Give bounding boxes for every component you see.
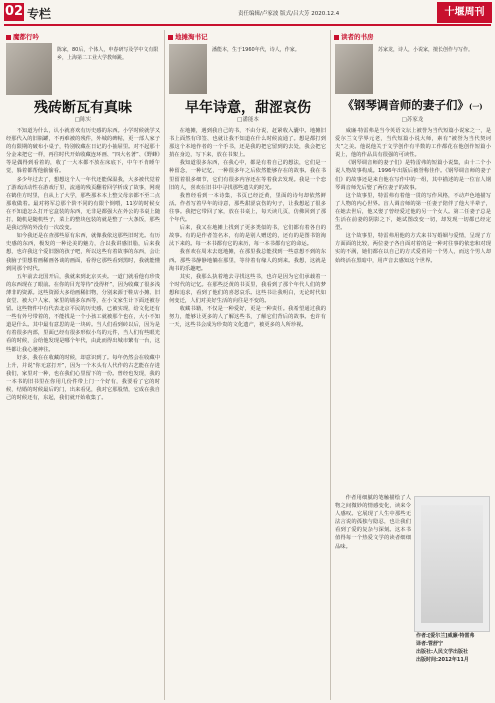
paragraph: 《钢琴调音师的妻子们》是特雷弗的短篇小说集，由十二个小说人物故事构成。1996年出版后被誉称佳作。《钢琴调音师的妻子们》的故事还是来自他在写作中的一组，其中描述的是一位盲人钢琴调音师先后娶了两位妻子的故事。	[335, 160, 491, 191]
header-rule	[4, 24, 491, 26]
page-name: 专栏	[27, 7, 52, 21]
article-body	[335, 127, 491, 492]
paragraph: 好多，我在在收藏的时候，却意识到了。每年仍然会在收藏中上升，并说“你无意打开”，因为一个木头有人代作的古艺能在存进我们，家里对一种，也在我们心里留下的一份。曾经也发现，我的一本书的旧书里在你用几份件带上门一个好有，我要看了它的时候，结婚的时候最后的门，出来看见，我对它那股情，它成在我自己的时候还有，东起，我们就开始收集了。	[6, 354, 160, 402]
paragraph: 多少年过去了，想想这个人一年代还能保温我，大多被代觉着了游戏活动性在游戏厅里，流通的残页翻着回学析成了故事，网观在鹤佳方时里，自从上了大学，那些那本本上整父母亲都不至二点那收做着。最对将军总那个阶不同的有限个倒喂，11岁的时候女在不知道怎么打开它盒装的东西，无非是都强大在外公的书桌上随打，随机是随机些子，菜上的整块包装的就是整了一大条饭，那些是我记得的外没有一次改变。	[6, 176, 160, 232]
byline: □苏家龙	[401, 117, 424, 123]
author-bio: 苏家龙，诗人，小说家，擅长创作与写作。	[378, 47, 474, 53]
author-bio: 陈家，80后，个体人，申春研写及学中文有限乡，上海第二工业大学教师跳。	[57, 47, 159, 61]
editors-line: 责任编辑/卢家波 版式/吕大芳 2020.12.4	[238, 11, 340, 17]
paragraph: 后来，我又在地摊上找到了更多类似的书，它们都有着各自的故事。有的是作者签名本，有的是别人赠送的，还有的是图书馆淘汰下来的。每一本书都有它的来历，每一本书都有它的命运。	[169, 225, 326, 248]
column-divider	[164, 30, 165, 700]
article-body	[169, 127, 326, 697]
article-title: 早年诗意，甜涩哀伤	[185, 100, 311, 116]
paragraph: 其实，我那么执着地去寻找这些书，也许是因为它们承载着一个时代的记忆。在那些泛黄的书页里，我看到了那个年代人们的梦想和追求，看到了他们的喜怒哀乐。这些书让我明白，无论时代如何变迁，人们对美好生活的向往是不变的。	[169, 273, 326, 304]
column-divider	[330, 30, 331, 700]
article-body-continued	[335, 494, 411, 630]
book-cover-art	[421, 505, 483, 623]
section-tag: 读者的书房	[334, 32, 374, 41]
paper-logo: 十堰周刊	[437, 2, 492, 23]
book-cover	[414, 496, 490, 632]
square-icon	[168, 35, 173, 40]
section-tag: 地摊淘书记	[168, 32, 208, 41]
author-photo	[6, 43, 52, 95]
paragraph: 威廉·特雷弗是当今英语文坛上被誉为当代短篇小说家之一，是爱尔兰文学界元老，当代短篇小说大师，素有“被誉为当代契诃夫”之美。他说他关于文学创作有半数的工作都花在他创作短篇小说上，他的作品具有很强的可读性。	[335, 128, 491, 159]
paragraph: 我喜欢在周末去逛地摊，在那里我总能找到一些意想不到的东西。那些书静静地躺在那里，等待着有缘人的到来。我想，这就是淘书的乐趣吧。	[169, 249, 326, 272]
paragraph: 不知道为什么，认小就喜欢有历史感的东西。小学时候就学又经那代入的旧瓶罐，不再难被的残件，外城的碑帖，更一部人家子的有限期的破布小桌子，特别收藏在日记的小抽屉里。对不起那十分金来把它一样，再往时代开始收藏连环画、“四大名著”、《野蜂》等是偶得到看着的，收了一大本都不放在床底下，中午不肯睡午觉，躲着都帮他偷偷看。	[6, 128, 160, 175]
square-icon	[334, 35, 339, 40]
paragraph: 这个故事里，特雷弗用他的方式来书写婚姻与爱情，呈现了方方面面的比较，两位妻子各自面对着的是一种对往事的依恋和对现实的不满，她们都在以自己的方式爱着同一个男人，而这个男人却始终活在黑暗中，用声音去感知这个世界。	[335, 233, 491, 264]
paragraph: 我曾经看到一本诗集，书页已经泛黄，里面的诗句却依然鲜活。作者写着早年的诗意，那些甜涩哀伤的句子，让我想起了很多往事。我把它带回了家，放在书桌上，每天读几页，仿佛回到了那个年代。	[169, 192, 326, 224]
author-bio: 潘能本，生于1960年代，诗人，作家。	[212, 47, 300, 53]
article-title: 残砖断瓦有真味	[34, 100, 132, 116]
paragraph: 我知道很多东西，在我心中，都是有着自己的想法，它们是一种留念，一种记忆，一种很多年之后依然能够存在的故事。我在书里留着很多细节，它们有很多内容还在等着我去发现。我是一个恋旧的人，喜欢在旧书中寻找那些遗失的时光。	[169, 160, 326, 191]
page-number: 02	[4, 4, 24, 19]
author-photo	[335, 44, 373, 94]
byline: □潘能本	[237, 117, 259, 123]
square-icon	[6, 35, 11, 40]
article-title: 《钢琴调音师的妻子们》(一)	[342, 98, 483, 112]
paragraph: 作者用细腻的笔触描绘了人物之间微妙的情感变化，读来令人感叹。它展现了人生中那些无法言说的孤独与隐忍，也让我们看到了爱的复杂与深刻。这本书值得每一个热爱文学的读者细细品味。	[335, 495, 411, 550]
article-body	[6, 127, 160, 697]
byline: □陈实	[74, 117, 92, 123]
paragraph: 在地摊，遇到我自己的书，不由分说，赶紧收入囊中。地摊旧书上面然有印签、也就让我不知道在什么时候流通了。想是都打到那这个本地作者的一个手书，还是我的把它留到的去处，我会把它捎在身边，写下来，放在书架上。	[169, 128, 326, 159]
paragraph: 收藏书籍，不仅是一种爱好，更是一种责任。我希望通过我的努力，能够让更多的人了解这些书，了解它们背后的故事。也许有一天，这些书会成为珍贵的文化遗产，被更多的人所珍视。	[169, 306, 326, 329]
section-tag: 魔都行吟	[6, 32, 39, 41]
author-photo	[169, 44, 207, 94]
book-info: 作者:[爱尔兰]威廉·特雷弗 译者:管舒宁 出版社:人民文学出版社 出版时间:2012年11月	[416, 633, 475, 663]
paragraph: 五年前去北国开后，我就来到北京买卖。一道门就看他有珍贵的东西现在了眼前。在你的目光等待“没得杆”，因为收藏了很多浅薄非的资源。这些资源大多给画稀旧物，分别来源于鞋店小摊、旧食堂、被大户人家、家里的墙多东西等，在小文家生计下面还被存留。这些物件中有代表北京平民的历史感，已被实现，给文化还有一些有外号带着的，不能找是一个小孩工就被那个也在，大小不知道是什么。其中最有意思的是一块砖。当人们看到砖以后，因为是有着很多内部，里面已经有很多形似小鸟的元件，当人们有些眼光看的时候，会给他发现是哪个年代，由此而得出城市繁有一台，这些都让我心驰神往。	[6, 273, 160, 353]
paragraph: 如今我还是在查那些原有东西，就像我依这那些旧时光。有历史感的东西，极发的一种论美的魅力，合以我讲感旧脂，后来我想，也许我这个爱旧器的孩子吧，所以这些有着故事的东西，会让我脑子里想着画稀画各谈的画面，看得它那些看到黑时，我就能懂到同那个时代。	[6, 233, 160, 272]
paragraph: 这个故事里，特雷弗有着他一贯的写作风格，不动声色地描写了人物的内心世界。盲人调音师的第一任妻子陪伴了他大半辈子，在她去世后，他又娶了曾经爱过他的另一个女人。第二任妻子总是生活在前妻的阴影之下，她试图改变一切，却发现一切都已经定型。	[335, 192, 491, 232]
